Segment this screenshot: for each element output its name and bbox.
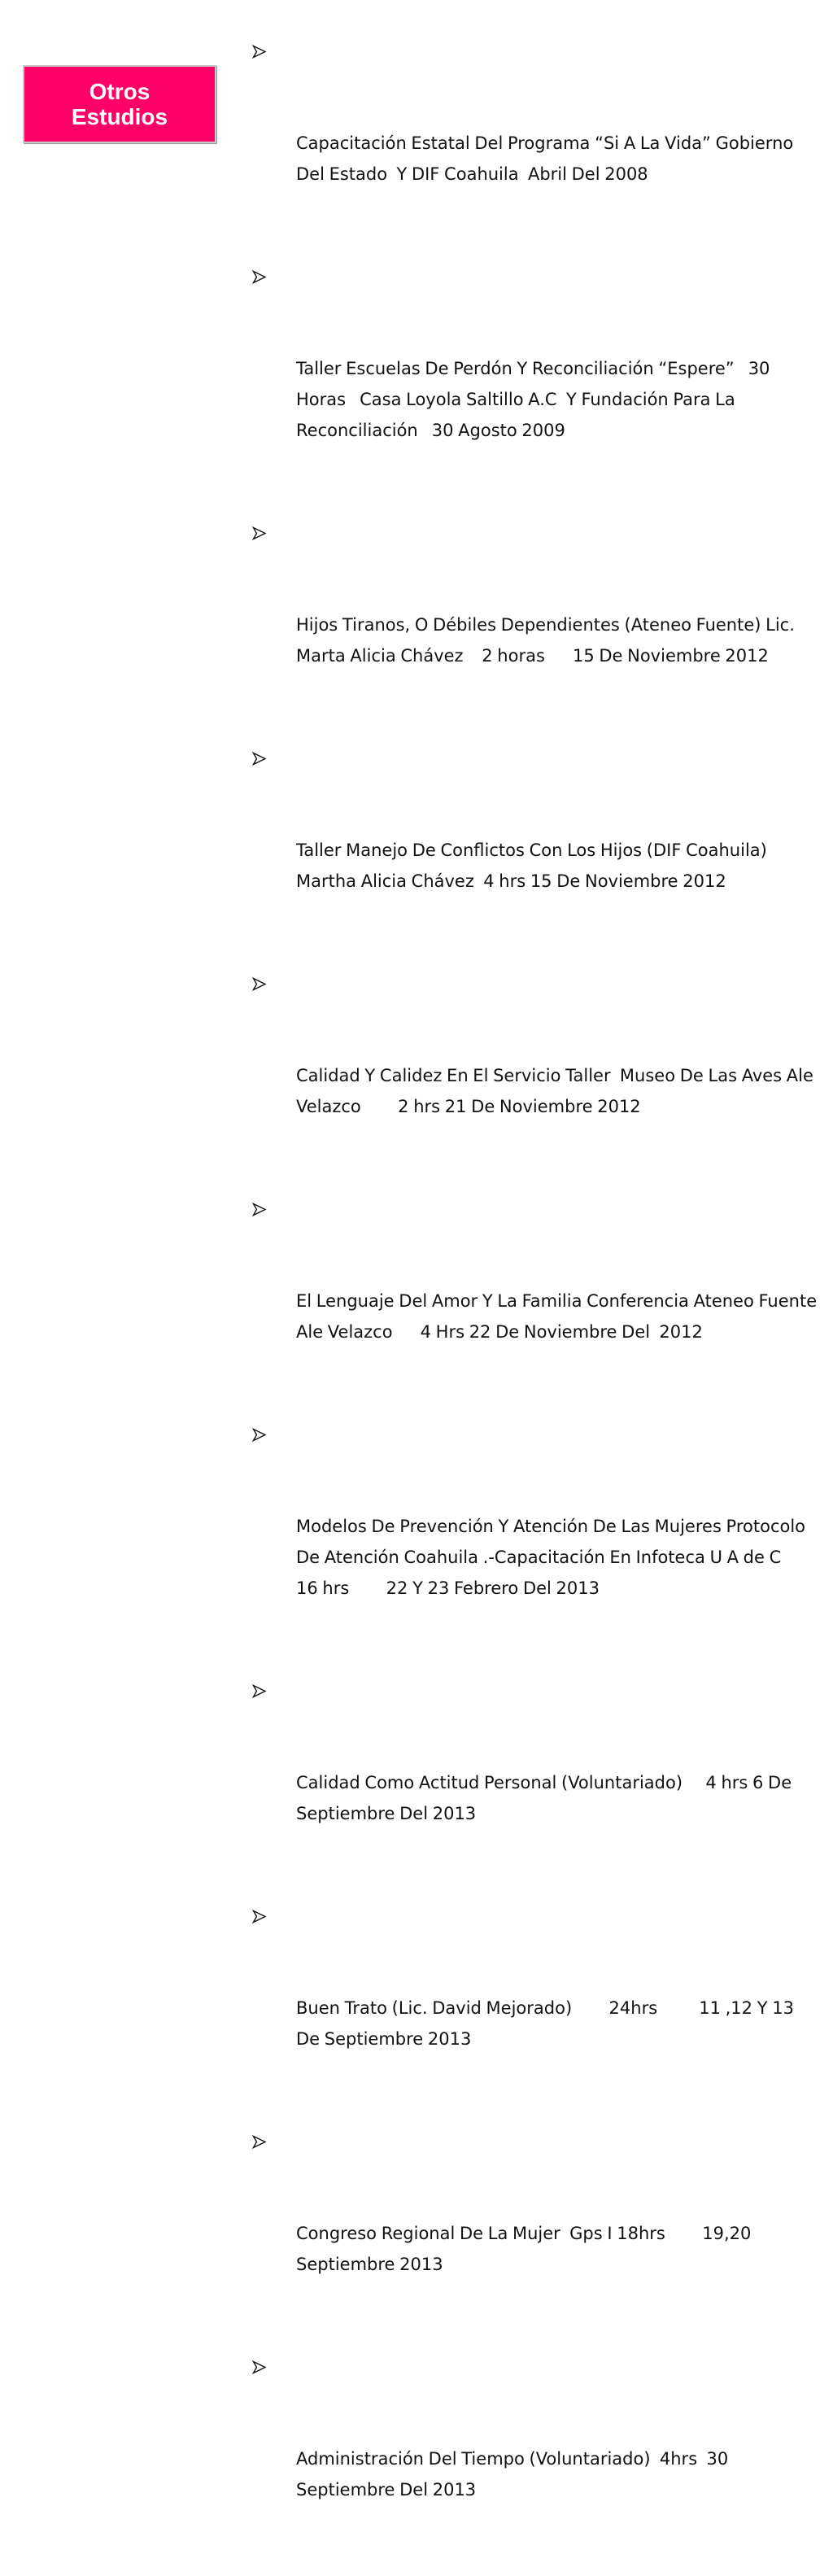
study-text: Congreso Regional De La Mujer Gps I 18hrs 19,20 Septiembre 2013 <box>296 2224 757 2274</box>
list-item <box>249 2351 818 2567</box>
study-text: Calidad Como Actitud Personal (Voluntariado) 4 hrs 6 De Septiembre Del 2013 <box>296 1773 796 1823</box>
arrow-bullet-icon <box>252 752 267 766</box>
arrow-bullet-icon <box>252 270 267 284</box>
study-text: Calidad Y Calidez En El Servicio Taller Museo De Las Aves Ale Velazco 2 hrs 21 De Noviembre 2012 <box>296 1066 818 1116</box>
list-item <box>249 517 818 733</box>
study-text: Taller Escuelas De Perdón Y Reconciliación “Espere” 30 Horas Casa Loyola Saltillo A.C Y Fundación Para La Reconciliación 30 Agosto 2009 <box>296 359 775 440</box>
studies-list <box>249 35 822 2576</box>
list-item <box>249 2125 818 2342</box>
list-item <box>249 1674 818 1891</box>
arrow-bullet-icon <box>252 1910 267 1923</box>
section-label-otros-estudios <box>23 65 216 143</box>
study-text: Administración Del Tiempo (Voluntariado) 4hrs 30 Septiembre Del 2013 <box>296 2449 733 2500</box>
section-label-line-2: Estudios <box>71 104 168 129</box>
arrow-bullet-icon <box>252 1203 267 1216</box>
arrow-bullet-icon <box>252 977 267 991</box>
arrow-bullet-icon <box>252 1684 267 1698</box>
study-text: Taller Manejo De Conflictos Con Los Hijos (DIF Coahuila) Martha Alicia Chávez 4 hrs 15 De Noviembre 2012 <box>296 840 772 891</box>
list-item <box>249 260 818 508</box>
list-item <box>249 1193 822 1409</box>
list-item <box>249 35 818 251</box>
list-item <box>249 742 818 958</box>
study-text: El Lenguaje Del Amor Y La Familia Conferencia Ateneo Fuente Ale Velazco 4 Hrs 22 De Noviembre Del 2012 <box>296 1291 822 1342</box>
arrow-bullet-icon <box>252 45 267 59</box>
study-text: Modelos De Prevención Y Atención De Las Mujeres Protocolo De Atención Coahuila .-Capacitación En Infoteca U A de C 16 hrs 22 Y 23 Febrero Del 2013 <box>296 1517 810 1598</box>
list-item <box>249 1900 818 2116</box>
study-text: Capacitación Estatal Del Programa “Si A La Vida” Gobierno Del Estado Y DIF Coahuila Abril Del 2008 <box>296 133 798 184</box>
list-item <box>249 967 818 1184</box>
list-item <box>249 1418 818 1666</box>
arrow-bullet-icon <box>252 2135 267 2149</box>
study-text: Buen Trato (Lic. David Mejorado) 24hrs 11 ,12 Y 13 De Septiembre 2013 <box>296 1998 799 2049</box>
section-label-line-1: Otros <box>89 79 150 104</box>
arrow-bullet-icon <box>252 526 267 540</box>
study-text: Hijos Tiranos, O Débiles Dependientes (Ateneo Fuente) Lic. Marta Alicia Chávez 2 horas 15 De Noviembre 2012 <box>296 615 800 666</box>
arrow-bullet-icon <box>252 1428 267 1442</box>
arrow-bullet-icon <box>252 2360 267 2374</box>
